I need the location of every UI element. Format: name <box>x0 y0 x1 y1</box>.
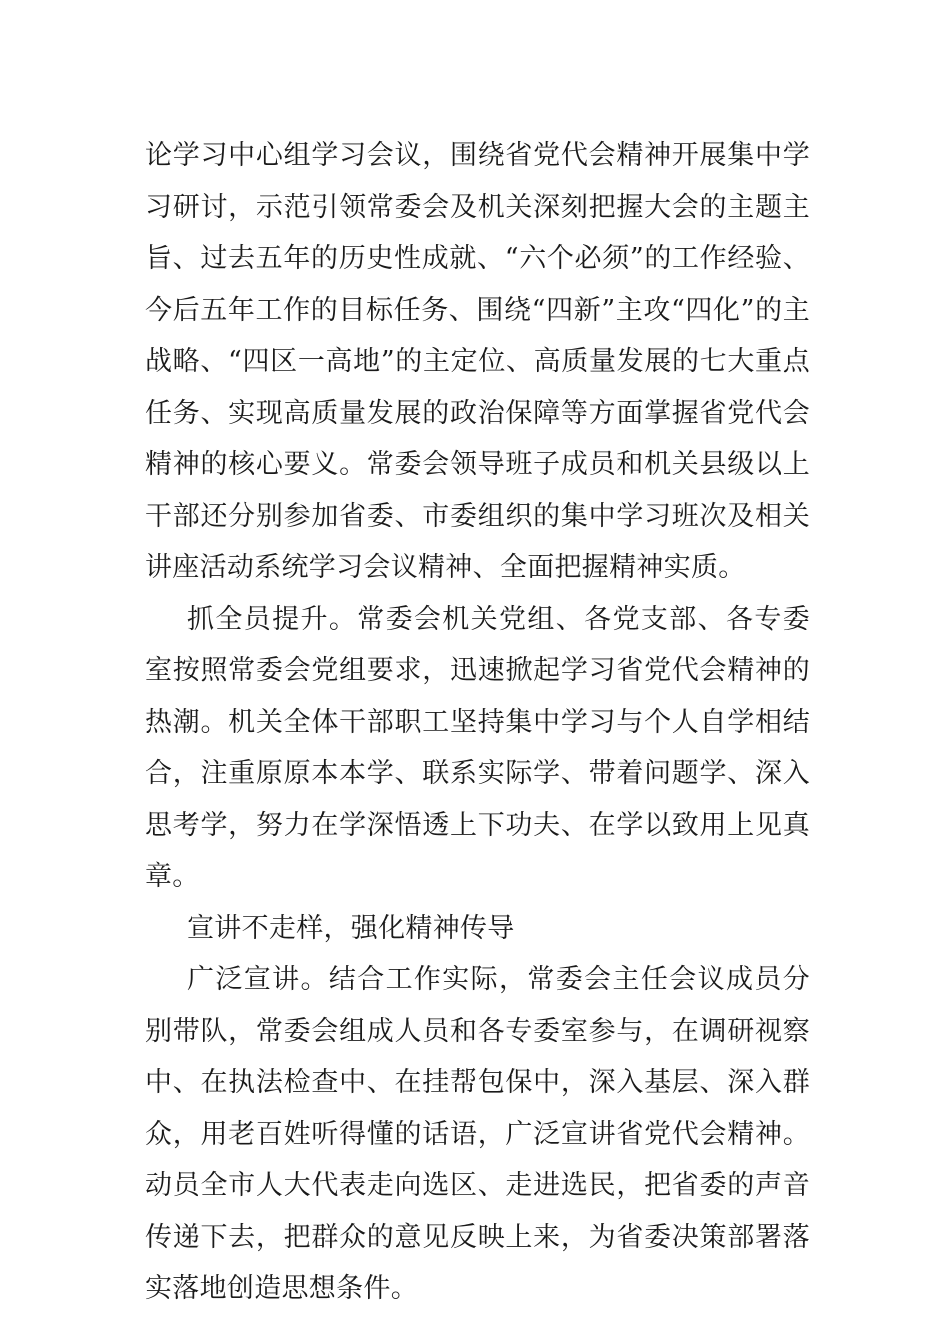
section-heading: 宣讲不走样，强化精神传导 <box>187 912 515 944</box>
paragraph-all-staff: 抓全员提升。常委会机关党组、各党支部、各专委室按照常委会党组要求，迅速掀起学习省党代会精神的热潮。机关全体干部职工坚持集中学习与个人自学相结合，注重原原本本学、联系实际学、带着问题学、深入思考学，努力在学深悟透上下功夫、在学以致用上见真章。 <box>145 603 810 892</box>
document-body <box>145 130 810 1315</box>
paragraph-continuation: 论学习中心组学习会议，围绕省党代会精神开展集中学习研讨，示范引领常委会及机关深刻把握大会的主题主旨、过去五年的历史性成就、“六个必须”的工作经验、今后五年工作的目标任务、围绕“四新”主攻“四化”的主战略、“四区一高地”的主定位、高质量发展的七大重点任务、实现高质量发展的政治保障等方面掌握省党代会精神的核心要义。常委会领导班子成员和机关县级以上干部还分别参加省委、市委组织的集中学习班次及相关讲座活动系统学习会议精神、全面把握精神实质。 <box>145 140 810 583</box>
paragraph-broad-publicity: 广泛宣讲。结合工作实际，常委会主任会议成员分别带队，常委会组成人员和各专委室参与，在调研视察中、在执法检查中、在挂帮包保中，深入基层、深入群众，用老百姓听得懂的话语，广泛宣讲省党代会精神。动员全市人大代表走向选区、走进选民，把省委的声音传递下去，把群众的意见反映上来，为省委决策部署落实落地创造思想条件。 <box>145 964 810 1304</box>
